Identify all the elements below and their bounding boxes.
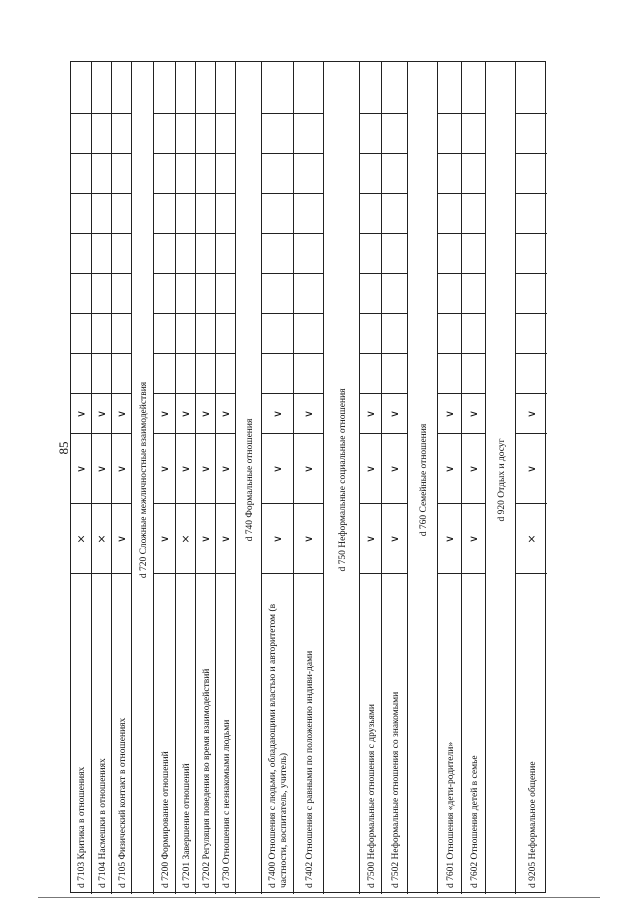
section-heading-label (236, 62, 262, 894)
row-code: d 750 (337, 547, 348, 572)
mark-cell (92, 154, 111, 194)
row-label (462, 574, 486, 894)
row-code: d 760 (418, 512, 429, 537)
mark-cell (262, 62, 293, 114)
mark-cell (438, 314, 461, 354)
row-code: d 730 (221, 864, 232, 888)
check-mark: ∨ (271, 409, 284, 418)
mark-cell (154, 394, 175, 434)
mark-cell (462, 434, 485, 504)
mark-cell (262, 114, 293, 154)
check-mark: ∨ (115, 464, 128, 473)
mark-cell (516, 314, 547, 354)
table-row (293, 62, 323, 894)
mark-cell (516, 62, 547, 114)
table-row (407, 62, 437, 894)
table-row (153, 62, 175, 894)
mark-cell (71, 434, 91, 504)
mark-cell (438, 504, 461, 574)
mark-cell (462, 354, 485, 394)
mark-cell (294, 504, 323, 574)
mark-cell (462, 234, 485, 274)
table-row (235, 62, 261, 894)
mark-cell (262, 434, 293, 504)
mark-cell (154, 434, 175, 504)
check-mark: ∨ (74, 464, 88, 473)
row-code: d 740 (244, 517, 255, 542)
row-code: d 920 (496, 497, 507, 522)
mark-cell (92, 114, 111, 154)
mark-cell (196, 154, 215, 194)
page-number: 85 (56, 441, 71, 455)
mark-cell (382, 314, 407, 354)
mark-cell (92, 62, 111, 114)
cross-mark: × (525, 533, 538, 544)
mark-cell (92, 504, 111, 574)
mark-cell (516, 434, 547, 504)
cross-mark: × (74, 533, 88, 544)
row-text: Критика в отношениях (76, 766, 87, 860)
check-mark: ∨ (219, 409, 232, 418)
table-row (131, 62, 153, 894)
mark-cell (176, 154, 195, 194)
mark-cell (71, 274, 91, 314)
row-code: d 7500 (366, 859, 377, 888)
row-code: d 7400 (268, 859, 278, 888)
table-row (195, 62, 215, 894)
mark-cell (154, 274, 175, 314)
mark-cell (262, 274, 293, 314)
mark-cell (176, 62, 195, 114)
row-text: Сложные межличностные взаимодействия (138, 381, 149, 555)
mark-cell (462, 274, 485, 314)
row-text: Формальные отношения (244, 418, 255, 518)
mark-cell (262, 314, 293, 354)
mark-cell (294, 314, 323, 354)
mark-cell (112, 314, 131, 354)
mark-cell (196, 114, 215, 154)
row-label (216, 574, 236, 894)
row-text: Семейные отношения (418, 423, 429, 513)
mark-cell (92, 394, 111, 434)
row-code: d 7202 (201, 859, 212, 888)
mark-cell (112, 234, 131, 274)
mark-cell (438, 114, 461, 154)
row-code: d 7103 (76, 859, 87, 888)
mark-cell (262, 504, 293, 574)
mark-cell (196, 354, 215, 394)
check-mark: ∨ (525, 409, 538, 418)
table-row (175, 62, 195, 894)
mark-cell (92, 314, 111, 354)
mark-cell (462, 314, 485, 354)
row-code: d 7601 (445, 859, 456, 888)
mark-cell (216, 274, 235, 314)
mark-cell (360, 62, 381, 114)
cross-mark: × (179, 533, 192, 544)
mark-cell (438, 234, 461, 274)
cross-mark: × (95, 533, 108, 544)
mark-cell (92, 354, 111, 394)
row-code: d 7105 (117, 859, 128, 888)
table-row (111, 62, 131, 894)
row-code: d 7502 (390, 859, 401, 888)
row-label (516, 574, 548, 894)
mark-cell (516, 154, 547, 194)
mark-cell (216, 504, 235, 574)
mark-cell (196, 394, 215, 434)
mark-cell (382, 434, 407, 504)
mark-cell (516, 504, 547, 574)
mark-cell (462, 154, 485, 194)
mark-cell (438, 154, 461, 194)
section-heading-label (324, 62, 360, 894)
mark-cell (216, 114, 235, 154)
mark-cell (71, 394, 91, 434)
mark-cell (382, 62, 407, 114)
mark-cell (294, 234, 323, 274)
mark-cell (112, 354, 131, 394)
mark-cell (216, 394, 235, 434)
check-mark: ∨ (302, 464, 315, 473)
mark-cell (196, 314, 215, 354)
mark-cell (516, 194, 547, 234)
mark-cell (176, 434, 195, 504)
mark-cell (154, 194, 175, 234)
row-code: d 7201 (181, 859, 192, 888)
mark-cell (294, 274, 323, 314)
mark-cell (71, 194, 91, 234)
mark-cell (112, 394, 131, 434)
check-mark: ∨ (179, 464, 192, 473)
mark-cell (216, 234, 235, 274)
mark-cell (216, 154, 235, 194)
mark-cell (92, 194, 111, 234)
row-code: d 7104 (97, 859, 108, 888)
row-label (382, 574, 408, 894)
check-mark: ∨ (443, 409, 456, 418)
check-mark: ∨ (443, 534, 456, 543)
mark-cell (516, 354, 547, 394)
mark-cell (196, 434, 215, 504)
row-code: d 7402 (304, 859, 315, 888)
check-mark: ∨ (467, 464, 480, 473)
mark-cell (262, 234, 293, 274)
row-label (92, 574, 112, 894)
mark-cell (196, 274, 215, 314)
mark-cell (196, 504, 215, 574)
section-heading-label (408, 62, 438, 894)
mark-cell (360, 234, 381, 274)
check-mark: ∨ (199, 464, 212, 473)
row-text: Неформальные отношения со знакомыми (390, 691, 401, 860)
mark-cell (176, 234, 195, 274)
mark-cell (71, 314, 91, 354)
mark-cell (516, 394, 547, 434)
mark-cell (462, 504, 485, 574)
mark-cell (360, 114, 381, 154)
mark-cell (360, 394, 381, 434)
mark-cell (154, 234, 175, 274)
mark-cell (71, 234, 91, 274)
table-row (71, 62, 91, 894)
row-text: Регуляция поведения во время взаимодействий (201, 668, 212, 860)
row-label (154, 574, 176, 894)
check-mark: ∨ (199, 409, 212, 418)
mark-cell (262, 394, 293, 434)
row-text: Отношения детей в семье (469, 755, 480, 860)
row-label (71, 574, 91, 894)
row-label (112, 574, 132, 894)
mark-cell (382, 114, 407, 154)
mark-cell (516, 274, 547, 314)
check-mark: ∨ (388, 409, 401, 418)
check-mark: ∨ (199, 534, 212, 543)
mark-cell (112, 274, 131, 314)
check-mark: ∨ (364, 534, 377, 543)
check-mark: ∨ (179, 409, 192, 418)
mark-cell (154, 114, 175, 154)
row-text: Завершение отношений (181, 763, 192, 860)
mark-cell (112, 154, 131, 194)
mark-cell (294, 114, 323, 154)
table-row (381, 62, 407, 894)
check-mark: ∨ (158, 534, 171, 543)
check-mark: ∨ (364, 409, 377, 418)
rotated-assessment-table (70, 61, 546, 893)
row-label (176, 574, 196, 894)
mark-cell (462, 394, 485, 434)
mark-cell (382, 194, 407, 234)
mark-cell (360, 154, 381, 194)
check-mark: ∨ (302, 409, 315, 418)
table-row (437, 62, 461, 894)
row-text: Отношения с равными по положению индиви-дами (304, 650, 315, 860)
check-mark: ∨ (364, 464, 377, 473)
mark-cell (112, 62, 131, 114)
check-mark: ∨ (302, 534, 315, 543)
check-mark: ∨ (219, 464, 232, 473)
check-mark: ∨ (443, 464, 456, 473)
mark-cell (360, 354, 381, 394)
row-text: Отношения «дети-родители» (445, 741, 456, 860)
mark-cell (294, 154, 323, 194)
row-text: Физический контакт в отношениях (117, 717, 128, 860)
mark-cell (71, 62, 91, 114)
row-text: Формирование отношений (160, 751, 171, 860)
mark-cell (382, 234, 407, 274)
check-mark: ∨ (115, 534, 128, 543)
mark-cell (216, 194, 235, 234)
row-text: Насмешки в отношениях (97, 758, 108, 860)
mark-cell (154, 504, 175, 574)
mark-cell (112, 434, 131, 504)
check-mark: ∨ (158, 409, 171, 418)
row-label (262, 574, 294, 894)
mark-cell (382, 154, 407, 194)
mark-cell (438, 274, 461, 314)
row-text: Неформальное общение (527, 761, 538, 860)
row-code: d 720 (138, 554, 149, 579)
mark-cell (516, 234, 547, 274)
row-text: Отношения с незнакомыми людьми (221, 719, 232, 865)
check-mark: ∨ (388, 464, 401, 473)
table-row (515, 62, 547, 894)
mark-cell (176, 354, 195, 394)
row-label (360, 574, 382, 894)
row-label (294, 574, 324, 894)
check-mark: ∨ (467, 534, 480, 543)
mark-cell (154, 354, 175, 394)
mark-cell (360, 314, 381, 354)
table-row (215, 62, 235, 894)
mark-cell (438, 354, 461, 394)
mark-cell (216, 62, 235, 114)
table-row (485, 62, 515, 894)
mark-cell (438, 394, 461, 434)
mark-cell (216, 314, 235, 354)
page-bottom-divider (38, 897, 600, 898)
section-heading-label (486, 62, 516, 894)
mark-cell (196, 234, 215, 274)
mark-cell (176, 314, 195, 354)
mark-cell (154, 62, 175, 114)
mark-cell (294, 194, 323, 234)
mark-cell (294, 394, 323, 434)
mark-cell (360, 504, 381, 574)
mark-cell (112, 504, 131, 574)
mark-cell (294, 62, 323, 114)
table-row (91, 62, 111, 894)
mark-cell (216, 354, 235, 394)
mark-cell (262, 354, 293, 394)
mark-cell (154, 314, 175, 354)
table-row (461, 62, 485, 894)
mark-cell (196, 194, 215, 234)
mark-cell (360, 274, 381, 314)
row-code: d 7200 (160, 859, 171, 888)
table-row (323, 62, 359, 894)
check-mark: ∨ (388, 534, 401, 543)
mark-cell (112, 114, 131, 154)
mark-cell (462, 62, 485, 114)
mark-cell (71, 114, 91, 154)
mark-cell (382, 274, 407, 314)
check-mark: ∨ (74, 409, 88, 418)
mark-cell (360, 194, 381, 234)
mark-cell (262, 154, 293, 194)
table-row (261, 62, 293, 894)
mark-cell (176, 274, 195, 314)
mark-cell (438, 194, 461, 234)
check-mark: ∨ (219, 534, 232, 543)
mark-cell (92, 274, 111, 314)
section-heading-label (132, 62, 154, 894)
mark-cell (176, 114, 195, 154)
mark-cell (360, 434, 381, 504)
mark-cell (176, 504, 195, 574)
mark-cell (294, 434, 323, 504)
mark-cell (216, 434, 235, 504)
mark-cell (112, 194, 131, 234)
mark-cell (71, 354, 91, 394)
mark-cell (176, 194, 195, 234)
mark-cell (462, 114, 485, 154)
check-mark: ∨ (467, 409, 480, 418)
mark-cell (92, 434, 111, 504)
check-mark: ∨ (271, 534, 284, 543)
mark-cell (294, 354, 323, 394)
mark-cell (71, 504, 91, 574)
check-mark: ∨ (158, 464, 171, 473)
table-row (359, 62, 381, 894)
mark-cell (382, 504, 407, 574)
row-code: d 9205 (527, 859, 538, 888)
row-text: Отдых и досуг (496, 438, 507, 498)
row-code: d 7602 (469, 859, 480, 888)
mark-cell (262, 194, 293, 234)
mark-cell (92, 234, 111, 274)
check-mark: ∨ (95, 464, 108, 473)
mark-cell (382, 394, 407, 434)
mark-cell (382, 354, 407, 394)
mark-cell (196, 62, 215, 114)
check-mark: ∨ (271, 464, 284, 473)
check-mark: ∨ (525, 464, 538, 473)
check-mark: ∨ (95, 409, 108, 418)
row-text: Отношения с людьми, обладающими властью и авторитетом (в частности, воспитатель, учитель) (268, 603, 289, 888)
row-text: Неформальные социальные отношения (337, 388, 348, 548)
mark-cell (176, 394, 195, 434)
check-mark: ∨ (115, 409, 128, 418)
mark-cell (462, 194, 485, 234)
row-label (196, 574, 216, 894)
mark-cell (438, 62, 461, 114)
mark-cell (438, 434, 461, 504)
row-label (438, 574, 462, 894)
mark-cell (516, 114, 547, 154)
mark-cell (154, 154, 175, 194)
row-text: Неформальные отношения с друзьями (366, 704, 377, 860)
mark-cell (71, 154, 91, 194)
